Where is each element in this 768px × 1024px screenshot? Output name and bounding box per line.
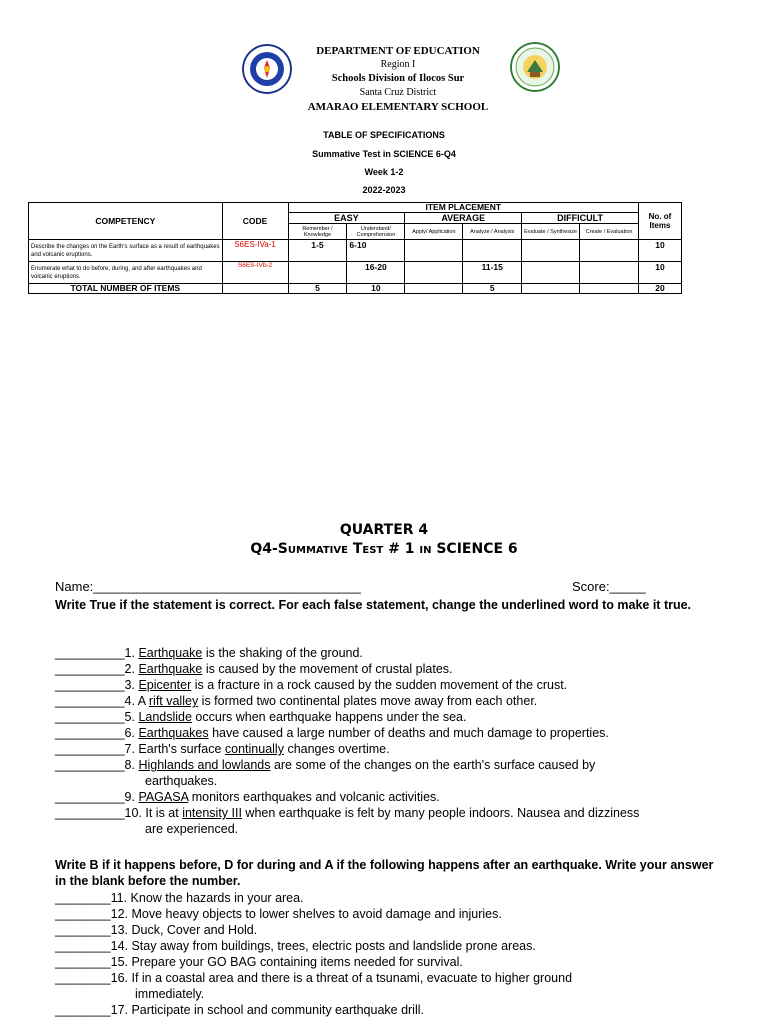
list-item xyxy=(55,709,725,725)
header-difficult: DIFFICULT xyxy=(522,213,639,224)
answer-blank[interactable]: ________ xyxy=(55,939,111,953)
analyze-cell xyxy=(463,240,522,262)
department-name: DEPARTMENT OF EDUCATION xyxy=(316,45,480,57)
score-field[interactable]: Score:_____ xyxy=(572,579,646,594)
item-text: monitors earthquakes and volcanic activities. xyxy=(188,790,440,804)
item-text: is caused by the movement of crustal plates. xyxy=(202,662,453,676)
underlined-term: Landslide xyxy=(138,710,192,724)
create-cell xyxy=(580,240,639,262)
total-label: TOTAL NUMBER OF ITEMS xyxy=(29,284,223,294)
item-number: 9. xyxy=(124,790,139,804)
underlined-term: intensity III xyxy=(182,806,242,820)
tos-year: 2022-2023 xyxy=(362,185,406,195)
item-text: 15. Prepare your GO BAG containing items needed for survival. xyxy=(110,955,463,969)
list-item xyxy=(55,757,725,789)
underlined-term: Earthquake xyxy=(138,646,203,660)
item-text: have caused a large number of deaths and much damage to properties. xyxy=(208,726,609,740)
answer-blank[interactable]: ________ xyxy=(55,955,111,969)
part2-list xyxy=(55,890,725,1018)
header-item-placement: ITEM PLACEMENT xyxy=(288,203,639,213)
header-easy: EASY xyxy=(288,213,405,224)
list-item xyxy=(55,661,725,677)
competency-cell: Describe the changes on the Earth's surface as a result of earthquakes and volcanic eruptions. xyxy=(29,240,223,262)
total-row xyxy=(29,284,682,294)
list-item xyxy=(55,890,725,906)
test-title xyxy=(200,541,568,557)
item-text: 16. If in a coastal area and there is a threat of a tsunami, evacuate to higher ground xyxy=(110,971,573,985)
answer-blank[interactable]: __________ xyxy=(55,678,125,692)
list-item xyxy=(55,922,725,938)
header-analyze: Analyze / Analysis xyxy=(463,224,522,240)
create-cell xyxy=(580,262,639,284)
item-text: are some of the changes on the earth's surface caused by xyxy=(270,758,596,772)
tos-subtitle: Summative Test in SCIENCE 6-Q4 xyxy=(312,149,456,159)
list-item xyxy=(55,789,725,805)
answer-blank[interactable]: __________ xyxy=(55,662,125,676)
underlined-term: rift valley xyxy=(148,694,199,708)
total-code-cell xyxy=(222,284,288,294)
item-text: changes overtime. xyxy=(283,742,390,756)
total-remember: 5 xyxy=(288,284,347,294)
table-row xyxy=(29,240,682,262)
answer-blank[interactable]: ________ xyxy=(55,971,111,985)
answer-blank[interactable]: __________ xyxy=(55,790,125,804)
underlined-term: Earthquakes xyxy=(138,726,209,740)
name-field[interactable]: Name:_____________________________________ xyxy=(55,579,361,594)
specifications-table xyxy=(28,202,682,294)
understand-cell: 16-20 xyxy=(347,262,405,284)
answer-blank[interactable]: ________ xyxy=(55,891,111,905)
answer-blank[interactable]: __________ xyxy=(55,710,125,724)
items-cell: 10 xyxy=(639,240,682,262)
item-number: 1. xyxy=(124,646,139,660)
total-apply xyxy=(405,284,463,294)
item-number: 8. xyxy=(124,758,139,772)
understand-cell: 6-10 xyxy=(347,240,405,262)
list-item xyxy=(55,970,725,1002)
total-create xyxy=(580,284,639,294)
remember-cell: 1-5 xyxy=(288,240,347,262)
answer-blank[interactable]: ________ xyxy=(55,1003,111,1017)
header-create: Create / Evaluation xyxy=(580,224,639,240)
remember-cell xyxy=(288,262,347,284)
item-number: 6. xyxy=(124,726,139,740)
instruction-part2: Write B if it happens before, D for during and A if the following happens after an earthquake. Write your answer in the blank before the number. xyxy=(55,858,714,888)
underlined-term: Earthquake xyxy=(138,662,203,676)
letterhead xyxy=(280,44,516,114)
item-text: occurs when earthquake happens under the sea. xyxy=(191,710,467,724)
school-name: AMARAO ELEMENTARY SCHOOL xyxy=(307,101,489,113)
header-remember: Remember / Knowledge xyxy=(288,224,347,240)
apply-cell xyxy=(405,262,463,284)
item-text: 13. Duck, Cover and Hold. xyxy=(110,923,258,937)
total-understand: 10 xyxy=(347,284,405,294)
test-title-in: in xyxy=(419,541,432,557)
list-item xyxy=(55,805,725,837)
school-seal-icon xyxy=(510,42,560,92)
header-no-of-items: No. of Items xyxy=(639,203,682,240)
total-evaluate xyxy=(522,284,580,294)
header-code: CODE xyxy=(222,203,288,240)
list-item xyxy=(55,725,725,741)
answer-blank[interactable]: __________ xyxy=(55,806,125,820)
underlined-term: PAGASA xyxy=(138,790,189,804)
evaluate-cell xyxy=(522,240,580,262)
analyze-cell: 11-15 xyxy=(463,262,522,284)
list-item xyxy=(55,906,725,922)
answer-blank[interactable]: __________ xyxy=(55,758,125,772)
total-analyze: 5 xyxy=(463,284,522,294)
region: Region I xyxy=(380,59,416,70)
item-text: 12. Move heavy objects to lower shelves to avoid damage and injuries. xyxy=(110,907,502,921)
list-item xyxy=(55,954,725,970)
item-text: is a fracture in a rock caused by the sudden movement of the crust. xyxy=(191,678,568,692)
list-item xyxy=(55,741,725,757)
competency-cell: Enumerate what to do before, during, and after earthquakes and volcanic eruptions. xyxy=(29,262,223,284)
answer-blank[interactable]: ________ xyxy=(55,923,111,937)
answer-blank[interactable]: __________ xyxy=(55,694,125,708)
code-cell: S6ES-IVb-2 xyxy=(222,262,288,284)
item-continuation: are experienced. xyxy=(145,822,239,836)
part1-list xyxy=(55,645,725,837)
test-title-subject: SCIENCE 6 xyxy=(436,541,518,557)
item-text: 14. Stay away from buildings, trees, electric posts and landslide prone areas. xyxy=(110,939,536,953)
tos-week: Week 1-2 xyxy=(364,167,404,177)
header-evaluate: Evaluate / Synthesize xyxy=(522,224,580,240)
district: Santa Cruz District xyxy=(359,87,437,98)
item-text: is the shaking of the ground. xyxy=(202,646,363,660)
list-item xyxy=(55,938,725,954)
item-number: 5. xyxy=(124,710,139,724)
answer-blank[interactable]: __________ xyxy=(55,726,125,740)
name-score-row xyxy=(55,579,715,594)
items-cell: 10 xyxy=(639,262,682,284)
list-item xyxy=(55,1002,725,1018)
answer-blank[interactable]: __________ xyxy=(55,742,125,756)
header-apply: Apply/ Application xyxy=(405,224,463,240)
item-text: is formed two continental plates move away from each other. xyxy=(198,694,538,708)
item-continuation: earthquakes. xyxy=(145,774,218,788)
table-row xyxy=(29,262,682,284)
test-title-number: # 1 xyxy=(388,541,415,557)
item-number: 4. A xyxy=(124,694,149,708)
quarter-heading: QUARTER 4 xyxy=(339,522,429,538)
answer-blank[interactable]: __________ xyxy=(55,646,125,660)
item-text: when earthquake is felt by many people indoors. Nausea and dizziness xyxy=(241,806,640,820)
underlined-term: continually xyxy=(224,742,284,756)
instruction-part1: Write True if the statement is correct. For each false statement, change the underlined word to make it true. xyxy=(55,598,692,612)
code-cell: S6ES-IVa-1 xyxy=(222,240,288,262)
header-competency: COMPETENCY xyxy=(29,203,223,240)
item-number: 2. xyxy=(124,662,139,676)
item-number: 7. Earth's surface xyxy=(124,742,225,756)
test-title-prefix: Q4- xyxy=(250,541,278,557)
header-understand: Understand/ Comprehension xyxy=(347,224,405,240)
list-item xyxy=(55,645,725,661)
list-item xyxy=(55,693,725,709)
division: Schools Division of Ilocos Sur xyxy=(331,73,465,84)
item-text: 17. Participate in school and community earthquake drill. xyxy=(110,1003,424,1017)
header-average: AVERAGE xyxy=(405,213,522,224)
item-number: 3. xyxy=(124,678,139,692)
underlined-term: Highlands and lowlands xyxy=(138,758,271,772)
apply-cell xyxy=(405,240,463,262)
answer-blank[interactable]: ________ xyxy=(55,907,111,921)
item-text: 11. Know the hazards in your area. xyxy=(110,891,304,905)
evaluate-cell xyxy=(522,262,580,284)
tos-title: TABLE OF SPECIFICATIONS xyxy=(323,130,445,140)
item-continuation: immediately. xyxy=(135,987,205,1001)
item-number: 10. It is at xyxy=(124,806,183,820)
underlined-term: Epicenter xyxy=(138,678,192,692)
total-items: 20 xyxy=(639,284,682,294)
list-item xyxy=(55,677,725,693)
test-title-caps: Summative Test xyxy=(277,541,384,557)
